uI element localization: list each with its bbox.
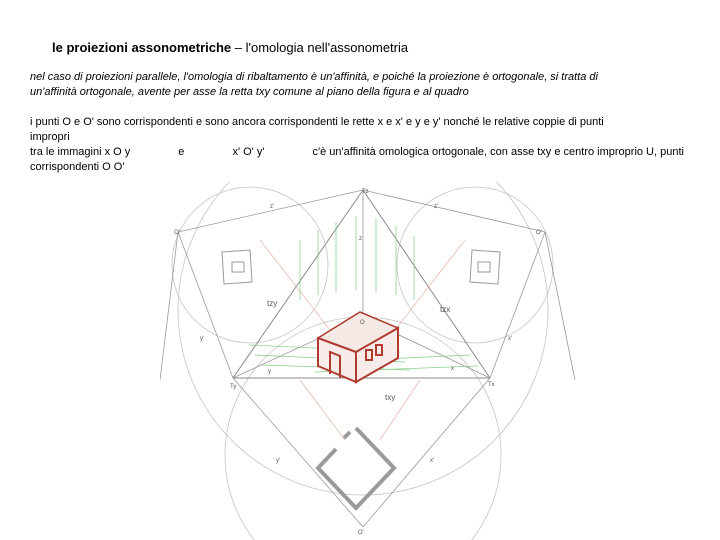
label-x-prime-bottom: x' [430, 458, 435, 464]
title-bold: le proiezioni assonometriche [52, 40, 232, 55]
label-y-prime-bottom: y' [276, 458, 281, 464]
label-z-prime-right: z' [434, 204, 439, 210]
label-y-prime-left: y' [200, 336, 205, 342]
label-Tx: Tx [488, 382, 495, 388]
house-model [318, 312, 398, 382]
label-txy: txy [385, 393, 396, 402]
label-O-right: O' [536, 230, 542, 236]
label-Ty: Ty [230, 384, 237, 390]
plan-left [222, 250, 252, 284]
plan-right [470, 250, 500, 284]
paragraph1-line2: un'affinità ortogonale, avente per asse la retta txy comune al piano della figura e al quadro [30, 86, 469, 98]
line-z1-left [178, 190, 363, 232]
paragraph2-line3-part1: tra le immagini x O y [30, 146, 131, 158]
right-ribaltamento-circle [397, 187, 553, 343]
red-line [380, 380, 420, 440]
label-O-bottom: O' [358, 530, 364, 536]
line-outer-left [160, 232, 178, 380]
label-Tz: Tz [362, 189, 369, 195]
paragraph-affinity [30, 70, 684, 100]
label-z-prime-left: z' [270, 204, 275, 210]
paragraph2-line3-part4: c'è un'affinità omologica ortogonale, con asse txy e centro improprio U, punti [312, 146, 684, 158]
paragraph2-line3-part3: x' O' y' [232, 146, 265, 158]
paragraph2-line4: corrispondenti O O' [30, 161, 125, 173]
line-x1-right [490, 232, 545, 378]
label-x: x [451, 366, 454, 372]
left-ribaltamento-circle [172, 187, 328, 343]
paragraph2-line3-part2: e [178, 146, 185, 158]
paragraph-points [30, 115, 684, 175]
red-line [300, 380, 345, 440]
plan-right-outline [470, 250, 500, 284]
line-bottom-right [363, 378, 490, 527]
label-O: O [360, 320, 365, 326]
ground-plan-walls [318, 428, 394, 508]
line-y1-left [178, 232, 233, 378]
title-rest: – l'omologia nell'assonometria [231, 40, 409, 55]
paragraph2-line3 [30, 145, 684, 160]
line-z2-right [363, 190, 545, 232]
slide-title [52, 40, 408, 55]
label-tzy: tzy [267, 299, 278, 308]
line-outer-right [545, 232, 575, 380]
plan-left-window [232, 262, 244, 272]
label-O-left: O' [174, 230, 180, 236]
label-x-prime-right: x' [508, 336, 513, 342]
label-tzx: tzx [440, 305, 451, 314]
label-y: y [268, 369, 271, 375]
plan-left-outline [222, 250, 252, 284]
ground-plan [318, 428, 394, 508]
paragraph2-line1: i punti O e O' sono corrispondenti e sono ancora corrispondenti le rette x e x' e y e y' nonché le relative coppie di punti [30, 116, 604, 128]
paragraph2-line2: impropri [30, 131, 70, 143]
line-bottom-left [233, 378, 363, 527]
paragraph1-line1: nel caso di proiezioni parallele, l'omologia di ribaltamento è un'affinità, e poiché la proiezione è ortogonale, si tratta di [30, 71, 598, 83]
plan-right-window [478, 262, 490, 272]
axonometry-figure [160, 182, 580, 540]
label-z: z [359, 236, 362, 242]
ground-plan-stub [344, 432, 350, 438]
